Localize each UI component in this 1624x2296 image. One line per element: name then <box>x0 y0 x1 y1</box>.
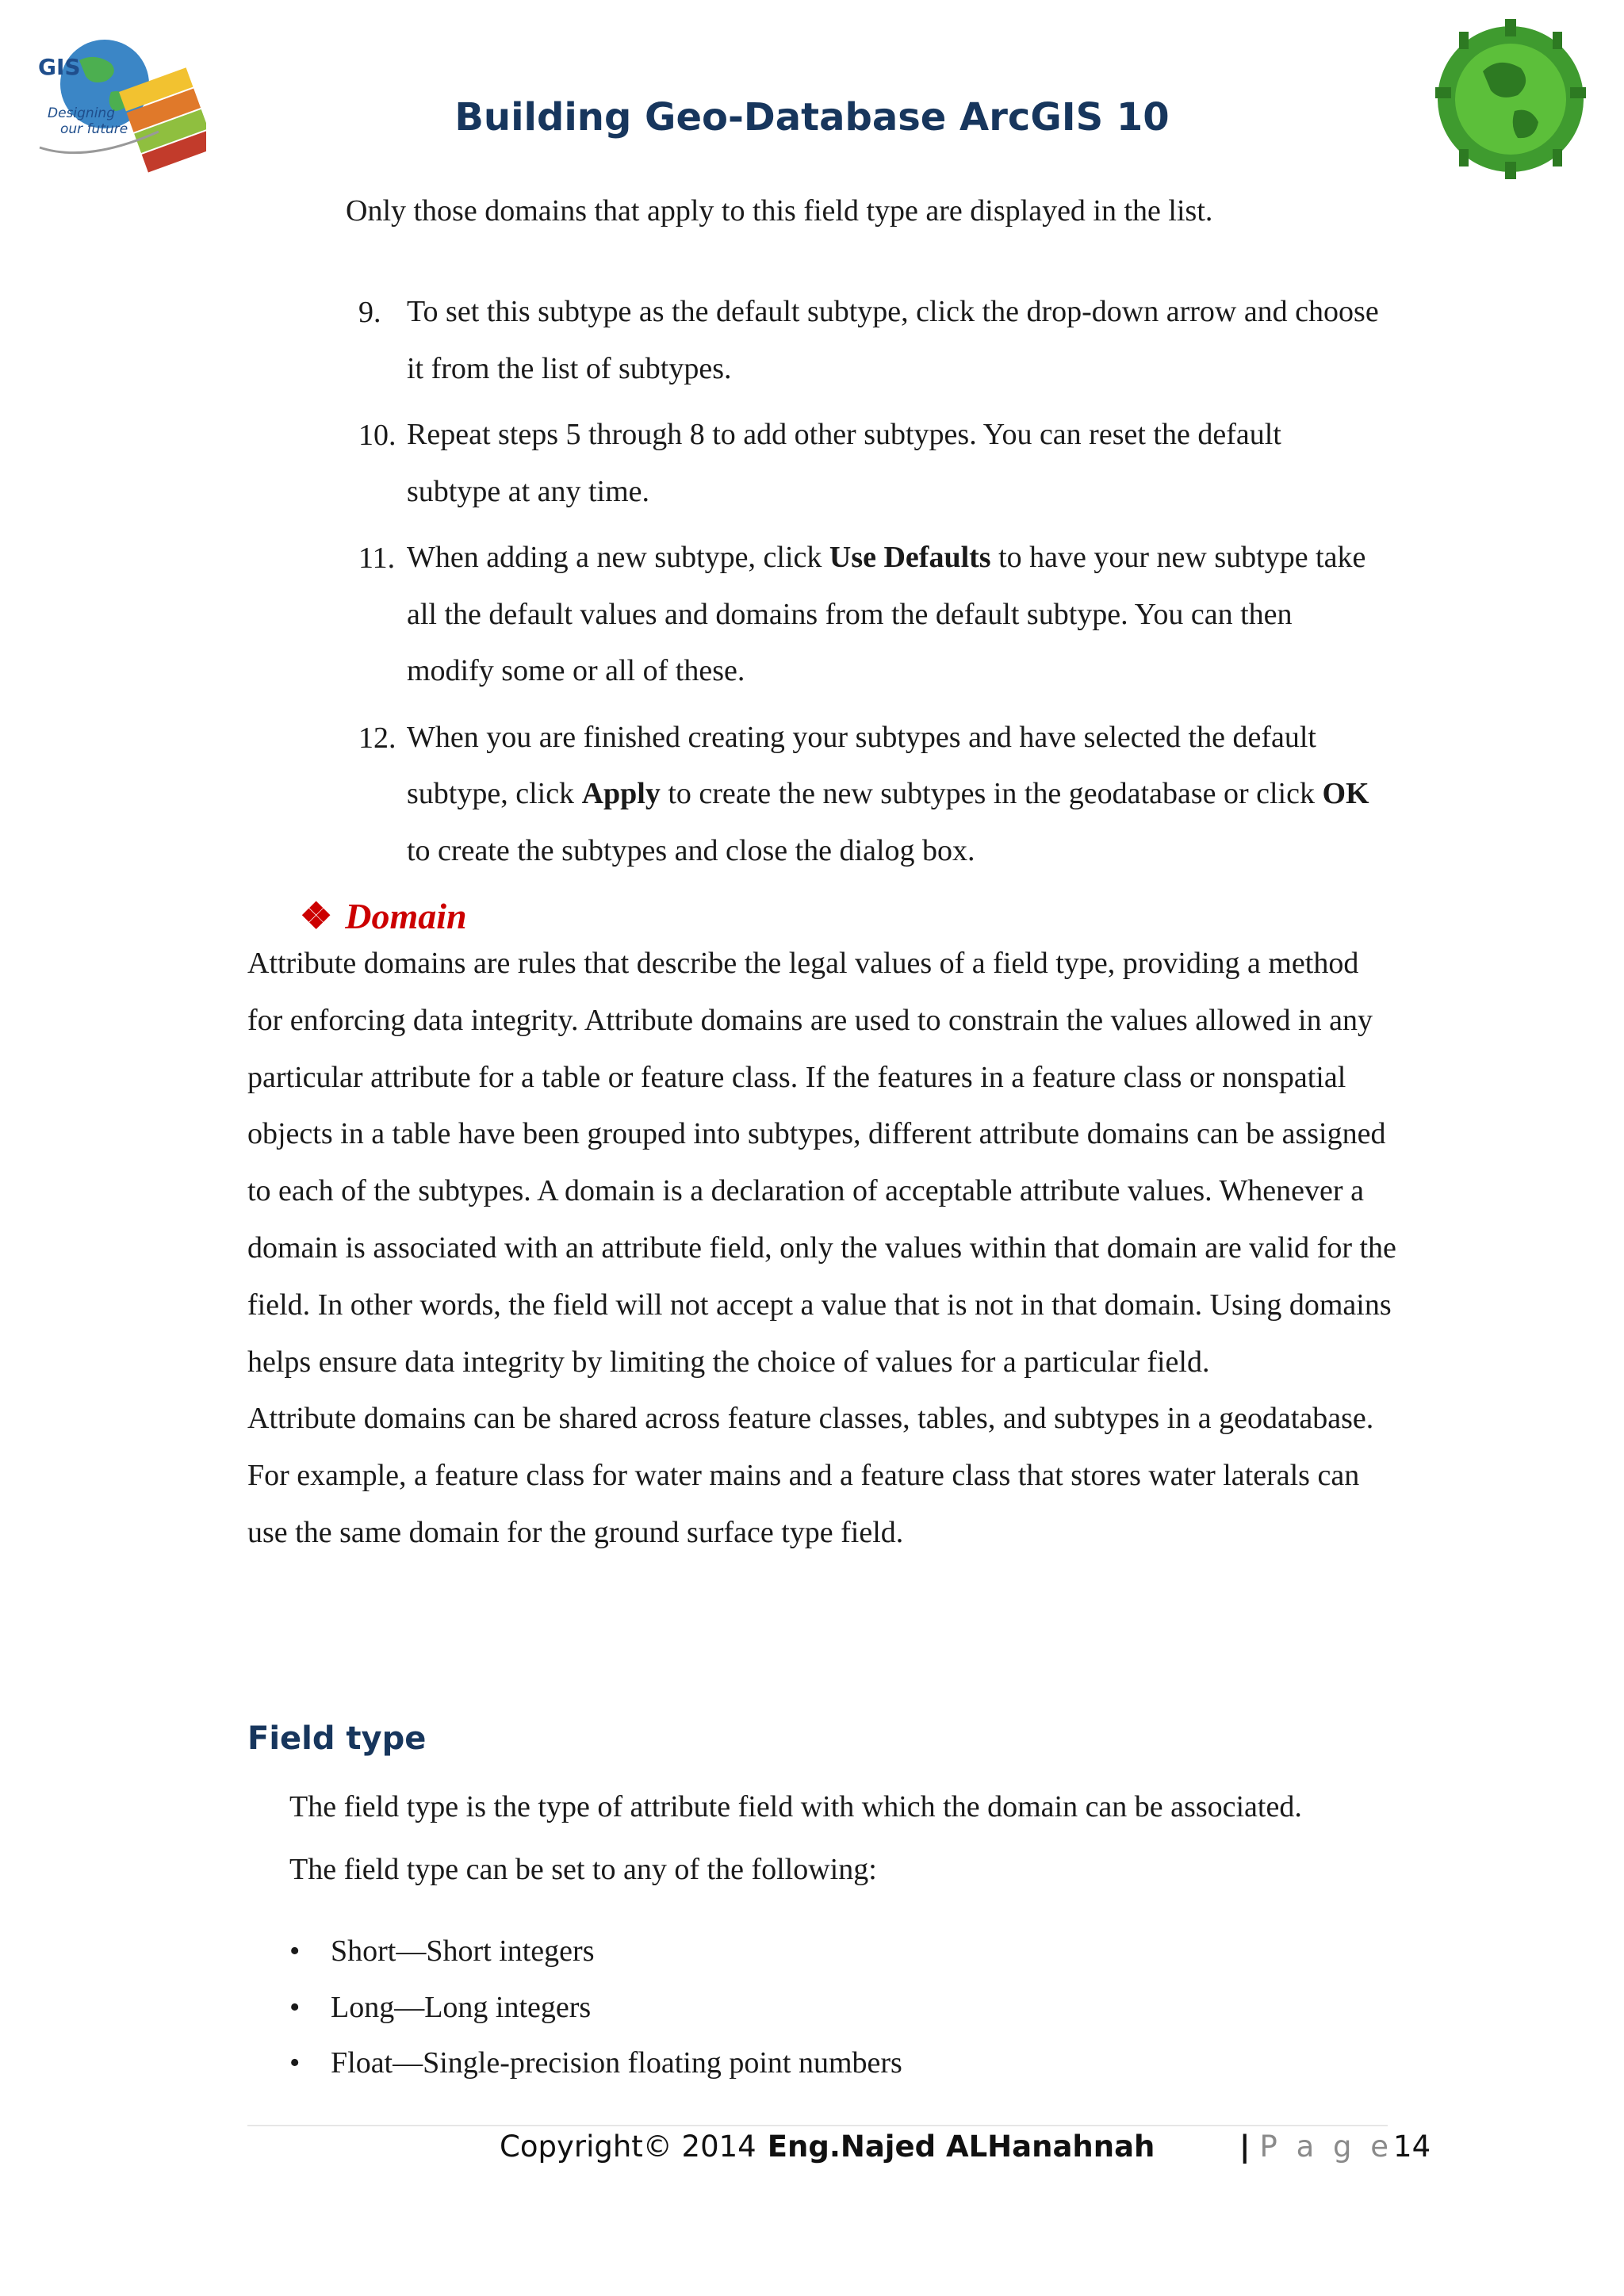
footer-divider <box>247 2125 1388 2126</box>
step-text <box>407 407 1382 520</box>
page-number <box>1239 2130 1431 2164</box>
domain-heading <box>300 894 467 937</box>
step-item <box>0 284 1624 397</box>
numbered-steps-list <box>0 284 1624 889</box>
domain-paragraph: For example, a feature class for water mains and a feature class that stores water laterals can use the same domain for the ground surface type field. <box>247 1459 1360 1549</box>
step-text-run: to create the new subtypes in the geodatabase or click <box>660 777 1323 810</box>
step-text-run: When adding a new subtype, click <box>407 541 829 574</box>
list-item: • Long—Long integers <box>289 1980 902 2036</box>
domain-body <box>247 936 1397 1562</box>
bold-term: Use Defaults <box>829 541 991 574</box>
list-item: • Short—Short integers <box>289 1923 902 1980</box>
list-item: • Float—Single-precision floating point numbers <box>289 2035 902 2091</box>
step-text-run: Repeat steps 5 through 8 to add other subtypes. You can reset the default subtype at any time. <box>407 418 1281 508</box>
intro-sentence: Only those domains that apply to this field type are displayed in the list. <box>346 194 1213 228</box>
footer-copyright <box>500 2130 1155 2164</box>
step-item <box>0 530 1624 700</box>
step-text <box>407 530 1382 700</box>
step-text-run: When you are finished creating your subtypes and have selected the default subtype, click <box>407 720 1316 810</box>
step-item <box>0 407 1624 520</box>
step-number: 12. <box>358 721 396 755</box>
step-number: 11. <box>358 541 396 575</box>
domain-paragraph: Attribute domains can be shared across feature classes, tables, and subtypes in a geodatabase. <box>247 1402 1374 1436</box>
field-type-line: The field type can be set to any of the following: <box>289 1853 877 1886</box>
diamond-bullet-icon: ❖ <box>300 896 333 936</box>
field-type-line: The field type is the type of attribute field with which the domain can be associated. <box>289 1790 1302 1823</box>
author-name: Eng.Najed ALHanahnah <box>767 2130 1155 2164</box>
field-type-text <box>289 1776 1415 1901</box>
field-type-list <box>289 1923 902 2091</box>
step-text-run: to create the subtypes and close the dialog box. <box>407 833 975 867</box>
page-label: P a g e <box>1259 2130 1394 2164</box>
copyright-text: Copyright© 2014 <box>500 2130 756 2164</box>
logo-text-designing: Designing <box>48 105 115 121</box>
step-text-run: To set this subtype as the default subtype, click the drop-down arrow and choose it from the list of subtypes. <box>407 295 1379 385</box>
logo-text-future: our future <box>60 121 128 137</box>
step-number: 10. <box>358 419 396 452</box>
page-separator: | <box>1239 2130 1251 2164</box>
step-text <box>407 284 1382 397</box>
bold-term: Apply <box>581 777 661 810</box>
page-number-value: 14 <box>1393 2130 1431 2164</box>
field-type-heading: Field type <box>247 1720 427 1757</box>
step-text-run: to have your new subtype take all the default values and domains from the default subtype. You can then modify some or all of these. <box>407 541 1366 687</box>
domain-paragraph: Attribute domains are rules that describe the legal values of a field type, providing a method for enforcing data integrity. Attribute domains are used to constrain the values allowed in any particular attribute for a table or feature class. If the features in a feature class or nonspatial objects in a table have been grouped into subtypes, different attribute domains can be assigned to each of the subtypes. A domain is a declaration of acceptable attribute values. Whenever a domain is associated with an attribute field, only the values within that domain are valid for the field. In other words, the field will not accept a value that is not in that domain. Using domains helps ensure data integrity by limiting the choice of values for a particular field. <box>247 947 1396 1379</box>
bold-term: OK <box>1322 777 1369 810</box>
document-title: Building Geo-Database ArcGIS 10 <box>454 95 1170 140</box>
step-number: 9. <box>358 296 381 329</box>
step-item <box>0 710 1624 880</box>
domain-heading-text: Domain <box>345 896 467 936</box>
step-text <box>407 710 1382 880</box>
logo-text-gis: GIS <box>38 54 81 80</box>
